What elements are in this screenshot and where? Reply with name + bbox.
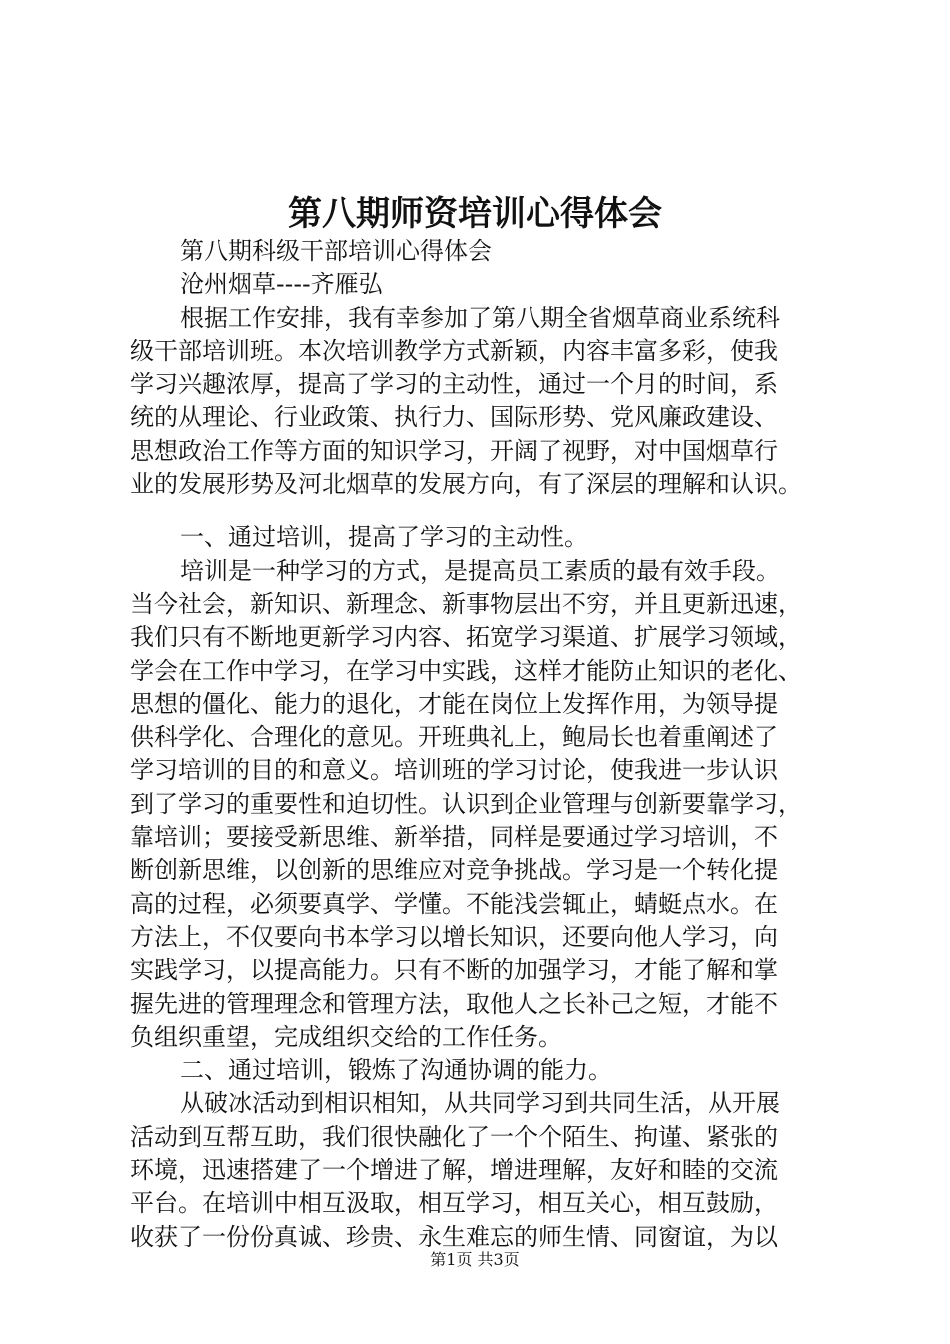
paragraph-line: 靠培训；要接受新思维、新举措，同样是要通过学习培训，不 <box>130 823 778 852</box>
paragraph-line: 高的过程，必须要真学、学懂。不能浅尝辄止，蜻蜓点水。在 <box>130 889 778 918</box>
document-body <box>130 235 830 1254</box>
paragraph-line: 从破冰活动到相识相知，从共同学习到共同生活，从开展 <box>180 1089 780 1118</box>
paragraph-gap <box>130 501 830 521</box>
paragraph-line: 收获了一份份真诚、珍贵、永生难忘的师生情、同窗谊，为以 <box>130 1222 778 1251</box>
paragraph-line: 到了学习的重要性和迫切性。认识到企业管理与创新要靠学习， <box>130 789 802 818</box>
paragraph-line: 当今社会，新知识、新理念、新事物层出不穷，并且更新迅速， <box>130 589 802 618</box>
paragraph-line: 思想的僵化、能力的退化，才能在岗位上发挥作用，为领导提 <box>130 689 778 718</box>
paragraph-line: 业的发展形势及河北烟草的发展方向，有了深层的理解和认识。 <box>130 470 802 499</box>
paragraph-line: 握先进的管理理念和管理方法，取他人之长补己之短，才能不 <box>130 989 778 1018</box>
section-heading-1: 一、通过培训，提高了学习的主动性。 <box>180 523 588 552</box>
paragraph-line: 平台。在培训中相互汲取，相互学习，相互关心，相互鼓励， <box>130 1189 778 1218</box>
paragraph-line: 断创新思维，以创新的思维应对竞争挑战。学习是一个转化提 <box>130 856 778 885</box>
paragraph-line: 活动到互帮互助，我们很快融化了一个个陌生、拘谨、紧张的 <box>130 1122 778 1151</box>
document-author: 沧州烟草----齐雁弘 <box>180 270 383 299</box>
document-title: 第八期师资培训心得体会 <box>288 194 662 234</box>
paragraph-line: 方法上，不仅要向书本学习以增长知识，还要向他人学习，向 <box>130 922 778 951</box>
document-subtitle: 第八期科级干部培训心得体会 <box>180 237 492 265</box>
paragraph-line: 实践学习，以提高能力。只有不断的加强学习，才能了解和掌 <box>130 956 778 985</box>
paragraph-line: 思想政治工作等方面的知识学习，开阔了视野，对中国烟草行 <box>130 436 778 465</box>
paragraph-line: 负组织重望，完成组织交给的工作任务。 <box>130 1022 562 1051</box>
section-heading-2: 二、通过培训，锻炼了沟通协调的能力。 <box>180 1056 612 1085</box>
paragraph-line: 环境，迅速搭建了一个增进了解，增进理解，友好和睦的交流 <box>130 1156 778 1185</box>
paragraph-line: 学习兴趣浓厚，提高了学习的主动性，通过一个月的时间，系 <box>130 370 778 399</box>
paragraph-line: 级干部培训班。本次培训教学方式新颖，内容丰富多彩，使我 <box>130 336 778 365</box>
paragraph-line: 学习培训的目的和意义。培训班的学习讨论，使我进一步认识 <box>130 756 778 785</box>
paragraph-line: 学会在工作中学习，在学习中实践，这样才能防止知识的老化、 <box>130 656 802 685</box>
paragraph-line: 根据工作安排，我有幸参加了第八期全省烟草商业系统科 <box>180 303 780 332</box>
paragraph-line: 统的从理论、行业政策、执行力、国际形势、党风廉政建设、 <box>130 403 778 432</box>
page-footer: 第1页 共3页 <box>430 1250 520 1269</box>
paragraph-line: 我们只有不断地更新学习内容、拓宽学习渠道、扩展学习领域， <box>130 623 802 652</box>
paragraph-line: 培训是一种学习的方式，是提高员工素质的最有效手段。 <box>180 556 780 585</box>
paragraph-line: 供科学化、合理化的意见。开班典礼上，鲍局长也着重阐述了 <box>130 723 778 752</box>
